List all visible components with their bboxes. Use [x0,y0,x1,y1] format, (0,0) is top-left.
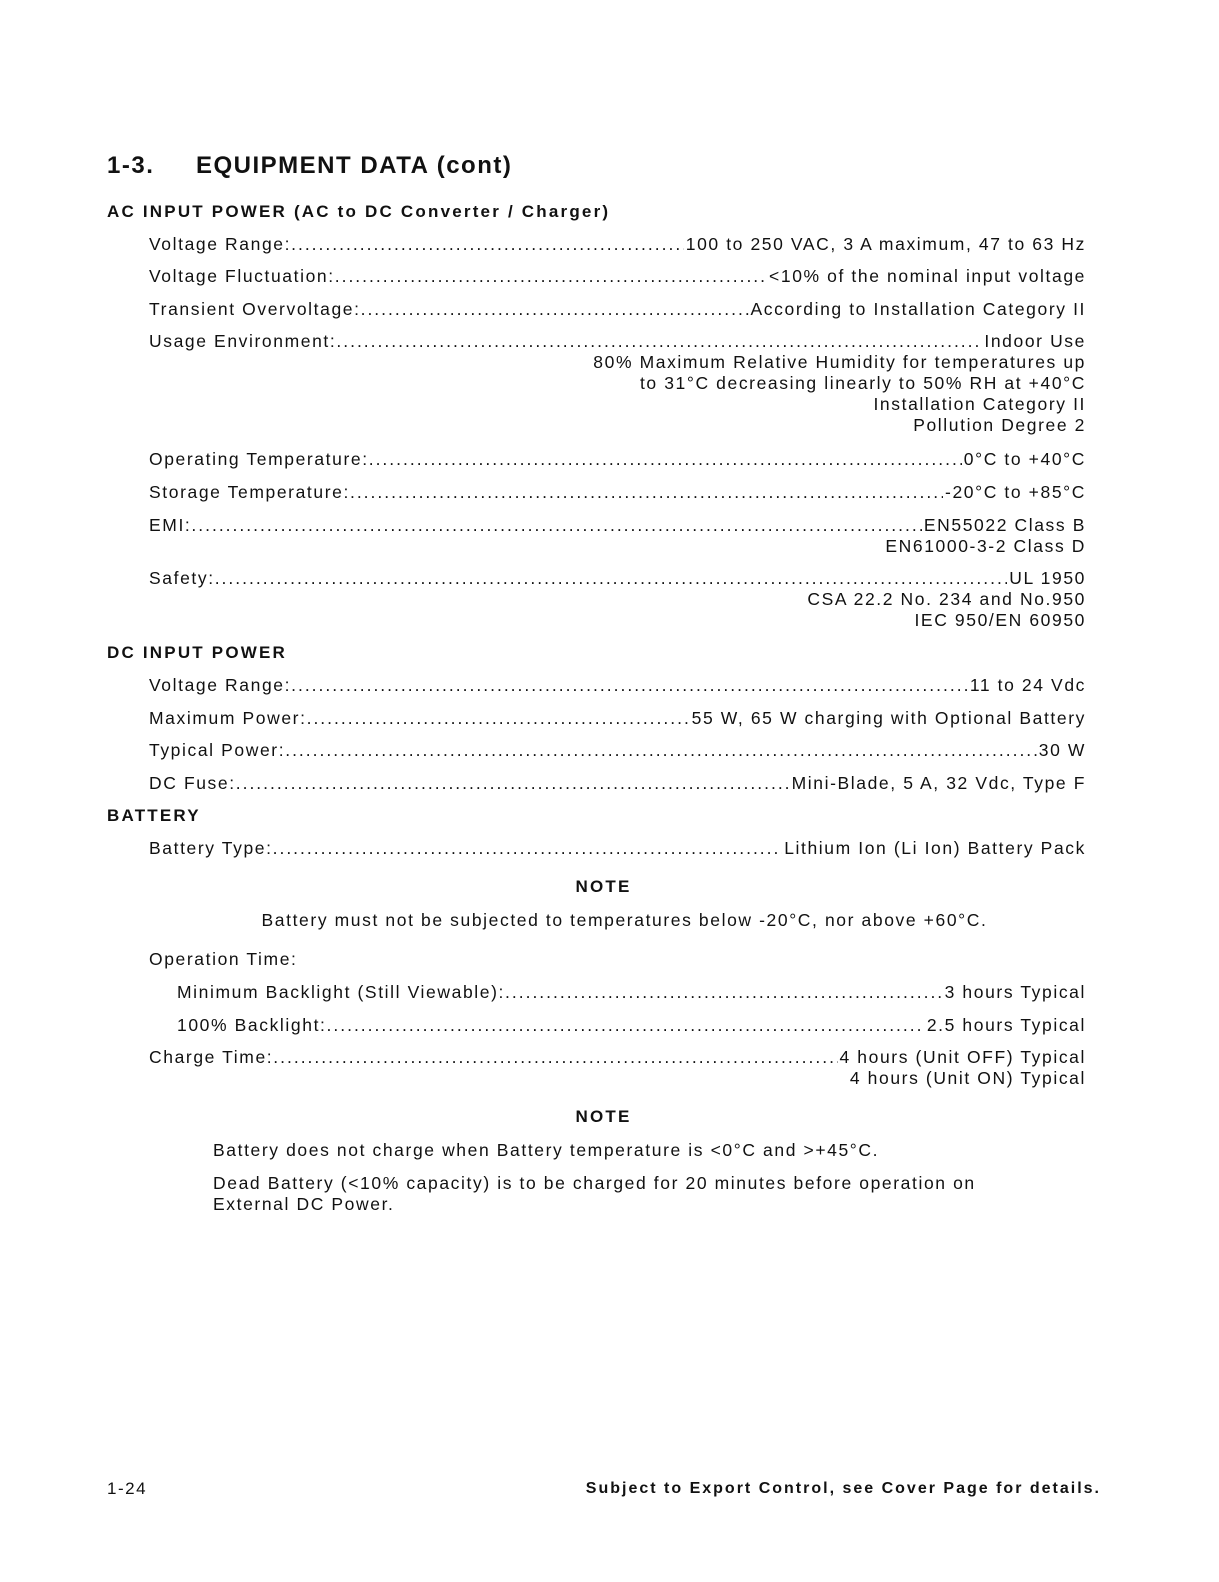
note-paragraph: Dead Battery (<10% capacity) is to be charged for 20 minutes before operation on External DC Power. [213,1173,976,1214]
section-number: 1-3. [107,152,155,179]
dot-leader [369,449,962,470]
ac-storage-temperature-row [149,482,1086,503]
dot-leader [273,1047,837,1068]
battery-type-row [149,838,1086,859]
spec-label: Minimum Backlight (Still Viewable): [177,982,505,1002]
safety-line-2: CSA 22.2 No. 234 and No.950 [807,589,1086,609]
note-heading: NOTE [575,877,632,896]
usage-environment-line-2: 80% Maximum Relative Humidity for temperatures up [593,352,1086,372]
spec-label: DC Fuse: [149,773,236,793]
dot-leader [350,482,943,503]
ac-transient-overvoltage-row [149,299,1086,320]
battery-heading: BATTERY [107,806,201,825]
dc-fuse-row [149,773,1086,794]
spec-label: Usage Environment: [149,331,337,351]
spec-label: Maximum Power: [149,708,307,728]
spec-label: Transient Overvoltage: [149,299,361,319]
ac-voltage-range-row [149,234,1086,255]
ac-safety-row [149,568,1086,589]
min-backlight-row [177,982,1086,1003]
spec-label: Charge Time: [149,1047,274,1067]
dc-typical-power-row [149,740,1086,761]
spec-value: -20°C to +85°C [945,482,1086,502]
spec-label: Operating Temperature: [149,449,369,469]
spec-value: EN55022 Class B [923,515,1086,535]
safety-line-3: IEC 950/EN 60950 [914,610,1086,630]
spec-value: According to Installation Category II [750,299,1086,319]
dot-leader [307,708,690,729]
dc-voltage-range-row [149,675,1086,696]
spec-value: Indoor Use [984,331,1086,351]
spec-value: 100 to 250 VAC, 3 A maximum, 47 to 63 Hz [685,234,1086,254]
page-title [107,152,512,180]
usage-environment-line-4: Installation Category II [873,394,1086,414]
spec-value: 30 W [1038,740,1086,760]
dot-leader [336,331,982,352]
section-title: EQUIPMENT DATA (cont) [196,152,513,179]
spec-value: UL 1950 [1009,568,1086,588]
ac-voltage-fluctuation-row [149,266,1086,287]
spec-label: EMI: [149,515,192,535]
note-heading: NOTE [575,1107,632,1126]
spec-label: Voltage Range: [149,234,292,254]
dot-leader [273,838,783,859]
emi-line-2: EN61000-3-2 Class D [885,536,1086,556]
ac-usage-environment-row [149,331,1086,352]
spec-label: Voltage Range: [149,675,292,695]
spec-label: Battery Type: [149,838,273,858]
spec-label: Storage Temperature: [149,482,350,502]
charge-time-row [149,1047,1086,1068]
note-text: Battery must not be subjected to temperatures below -20°C, nor above +60°C. [261,910,988,930]
dot-leader [335,266,767,287]
dot-leader [285,740,1037,761]
dot-leader [215,568,1008,589]
dot-leader [291,234,684,255]
spec-value: Lithium Ion (Li Ion) Battery Pack [784,838,1086,858]
spec-label: Safety: [149,568,215,588]
spec-label: Voltage Fluctuation: [149,266,335,286]
dot-leader [191,515,921,536]
ac-operating-temperature-row [149,449,1086,470]
spec-value: <10% of the nominal input voltage [769,266,1086,286]
spec-label: Typical Power: [149,740,286,760]
spec-value: 2.5 hours Typical [926,1015,1086,1035]
spec-value: 3 hours Typical [944,982,1086,1002]
spec-value: 11 to 24 Vdc [969,675,1086,695]
spec-value: 55 W, 65 W charging with Optional Battery [691,708,1086,728]
spec-value: Mini-Blade, 5 A, 32 Vdc, Type F [791,773,1086,793]
dot-leader [327,1015,925,1036]
ac-emi-row [149,515,1086,536]
dc-maximum-power-row [149,708,1086,729]
dot-leader [505,982,943,1003]
usage-environment-line-5: Pollution Degree 2 [913,415,1086,435]
note-paragraph: Battery does not charge when Battery temperature is <0°C and >+45°C. [213,1140,880,1160]
ac-input-heading: AC INPUT POWER (AC to DC Converter / Charger) [107,202,611,221]
spec-value: 4 hours (Unit OFF) Typical [839,1047,1086,1067]
page-number: 1-24 [107,1479,148,1498]
operation-time-label: Operation Time: [149,949,298,969]
dc-input-heading: DC INPUT POWER [107,643,288,662]
usage-environment-line-3: to 31°C decreasing linearly to 50% RH at +40°C [639,373,1086,393]
export-control-notice: Subject to Export Control, see Cover Page for details. [585,1480,1101,1497]
dot-leader [361,299,749,320]
spec-value: 0°C to +40°C [963,449,1086,469]
full-backlight-row [177,1015,1086,1036]
spec-label: 100% Backlight: [177,1015,327,1035]
charge-time-line-2: 4 hours (Unit ON) Typical [849,1068,1086,1088]
dot-leader [291,675,968,696]
dot-leader [236,773,790,794]
